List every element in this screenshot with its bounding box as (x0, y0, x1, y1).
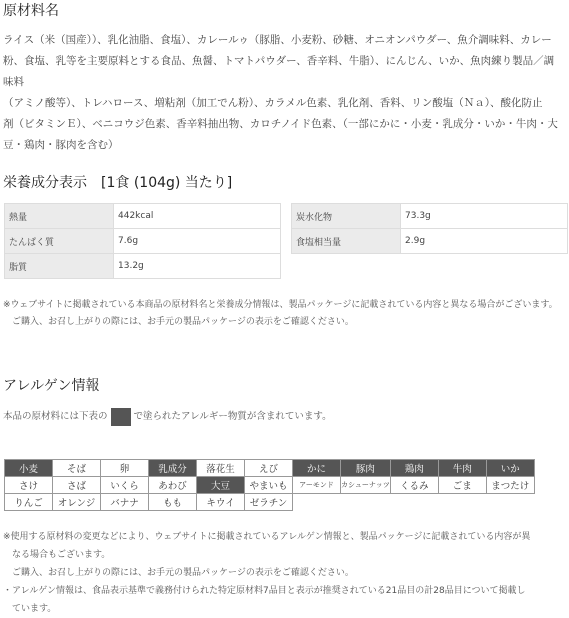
allergen-row (5, 494, 535, 511)
allergen-cell: ごま (438, 477, 486, 494)
nutrition-note: ご購入、お召し上がりの際には、お手元の製品パッケージの表示をご確認ください。 (3, 317, 354, 327)
ingredients-line: 粉、食塩、乳等を主要原料とする食品、魚醤、トマトパウダー、香辛料、牛脂）、にんじん、いか、魚肉練り製品／調味料 (3, 55, 555, 88)
nutrition-row (292, 204, 568, 229)
allergen-cell: いか (486, 460, 534, 477)
allergen-cell: 乳成分 (149, 460, 197, 477)
allergen-cell: アーモンド (293, 477, 341, 494)
allergen-cell: さば (53, 477, 101, 494)
allergen-cell: あわび (149, 477, 197, 494)
allergen-cell: まつたけ (486, 477, 534, 494)
allergen-notes (3, 528, 563, 618)
allergen-cell: 牛肉 (438, 460, 486, 477)
allergen-cell: 鶏肉 (390, 460, 438, 477)
ingredients-line: ライス（米（国産））、乳化油脂、食塩）、カレールゥ（豚脂、小麦粉、砂糖、オニオンパウダー、魚介調味料、カレー (3, 34, 552, 46)
allergen-note: ています。 (3, 604, 57, 614)
nutrition-label: 熱量 (5, 204, 114, 229)
nutrition-value: 7.6g (114, 229, 281, 254)
allergen-cell: りんご (5, 494, 53, 511)
allergen-cell: えび (245, 460, 293, 477)
allergen-cell: オレンジ (53, 494, 101, 511)
nutrition-value: 13.2g (114, 254, 281, 279)
allergen-cell: さけ (5, 477, 53, 494)
allergen-cell: くるみ (390, 477, 438, 494)
allergen-cell: 豚肉 (341, 460, 391, 477)
nutrition-value: 2.9g (401, 229, 568, 254)
ingredients-line: 豆・鶏肉・豚肉を含む） (3, 139, 119, 151)
nutrition-row (292, 229, 568, 254)
ingredients-title: 原材料名 (3, 3, 59, 19)
allergen-row (5, 460, 535, 477)
nutrition-row (5, 229, 281, 254)
nutrition-table-left (4, 203, 281, 279)
nutrition-value: 442kcal (114, 204, 281, 229)
allergen-cell: 大豆 (197, 477, 245, 494)
allergen-cell: 落花生 (197, 460, 245, 477)
allergen-intro-before: 本品の原材料には下表の (3, 411, 108, 422)
nutrition-table-right (291, 203, 568, 254)
allergen-cell: もも (149, 494, 197, 511)
ingredients-line: （アミノ酸等）、トレハロース、増粘剤（加工でん粉）、カラメル色素、乳化剤、香料、リン酸塩（Ｎａ）、酸化防止 (3, 97, 543, 109)
allergen-note: ご購入、お召し上がりの際には、お手元の製品パッケージの表示をご確認ください。 (3, 568, 354, 578)
allergen-cell: いくら (101, 477, 149, 494)
nutrition-notes (3, 297, 563, 331)
allergen-cell: バナナ (101, 494, 149, 511)
ingredients-text (3, 30, 563, 156)
allergen-table (4, 459, 535, 511)
allergen-note: ※使用する原材料の変更などにより、ウェブサイトに掲載されているアレルゲン情報と、製品パッケージに記載されている内容が異 (3, 532, 531, 542)
nutrition-row (5, 254, 281, 279)
allergen-cell: やまいも (245, 477, 293, 494)
allergen-title: アレルゲン情報 (3, 378, 100, 394)
allergen-intro (3, 407, 563, 427)
allergen-note: なる場合もございます。 (3, 550, 111, 560)
nutrition-row (5, 204, 281, 229)
allergen-cell: 卵 (101, 460, 149, 477)
ingredients-line: 剤（ビタミンＥ）、ベニコウジ色素、香辛料抽出物、カロチノイド色素、（一部にかに・小麦・乳成分・いか・牛肉・大 (3, 118, 558, 130)
allergen-cell: 小麦 (5, 460, 53, 477)
allergen-intro-after: で塗られたアレルギー物質が含まれています。 (133, 411, 332, 422)
nutrition-value: 73.3g (401, 204, 568, 229)
allergen-cell: ゼラチン (245, 494, 293, 511)
nutrition-label: 脂質 (5, 254, 114, 279)
nutrition-title: 栄養成分表示 [1食 (104g) 当たり] (3, 175, 233, 191)
allergen-cell: そば (53, 460, 101, 477)
nutrition-note: ※ウェブサイトに掲載されている本商品の原材料名と栄養成分情報は、製品パッケージに記載されている内容と異なる場合がございます。 (3, 300, 558, 310)
allergen-cell: カシューナッツ (341, 477, 391, 494)
nutrition-label: 炭水化物 (292, 204, 401, 229)
nutrition-label: 食塩相当量 (292, 229, 401, 254)
allergen-swatch (111, 408, 131, 426)
allergen-cell: かに (293, 460, 341, 477)
allergen-row (5, 477, 535, 494)
allergen-cell: キウイ (197, 494, 245, 511)
nutrition-label: たんぱく質 (5, 229, 114, 254)
allergen-note: ・アレルゲン情報は、食品表示基準で義務付けられた特定原材料7品目と表示が推奨されている21品目の計28品目について掲載し (3, 586, 526, 596)
